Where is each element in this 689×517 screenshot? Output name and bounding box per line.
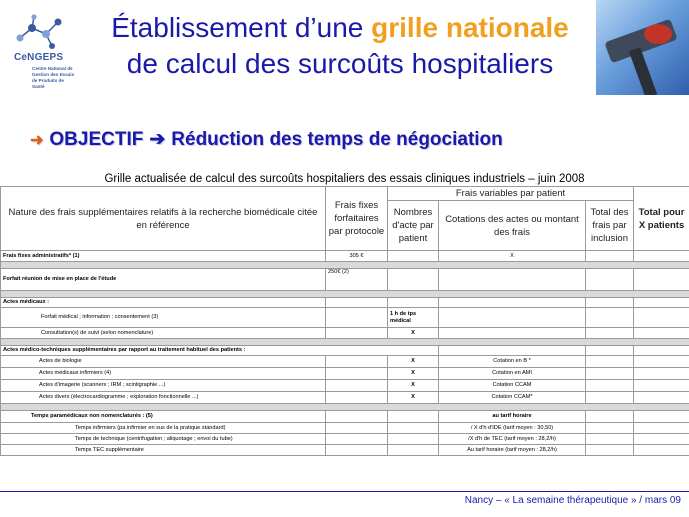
header-cotations: Cotations des actes ou montant des frais bbox=[439, 201, 586, 251]
row-label: Actes d'imagerie (scanners ; IRM ; scintigraphie ...) bbox=[1, 380, 326, 392]
row-label: Actes de biologie bbox=[1, 356, 326, 368]
hammer-icon bbox=[596, 0, 689, 95]
title-line1-start: Établissement d’une bbox=[111, 12, 372, 43]
row-cotation: Au tarif horaire (tarif moyen : 28,2/h) bbox=[439, 445, 586, 456]
table-row bbox=[1, 346, 689, 356]
row-label: Forfait réunion de mise en place de l'étude bbox=[1, 269, 326, 291]
slide-title bbox=[80, 10, 600, 82]
table-row bbox=[1, 368, 689, 380]
footer-text: Nancy – « La semaine thérapeutique » / mars 09 bbox=[464, 495, 681, 506]
table-row bbox=[1, 392, 689, 404]
row-cotation: Cotation CCAM* bbox=[439, 392, 586, 404]
table-row bbox=[1, 251, 689, 262]
arrow-right-icon: ➔ bbox=[149, 129, 166, 150]
table-row bbox=[1, 380, 689, 392]
table-separator bbox=[1, 339, 689, 346]
header-nombres: Nombres d'acte par patient bbox=[388, 201, 439, 251]
row-label: Temps paramédicaux non nomenclaturés : (5) bbox=[1, 411, 326, 423]
row-cotation: / X d'h d'IDE (tarif moyen : 30,50) bbox=[439, 423, 586, 434]
grid-title: Grille actualisée de calcul des surcoûts hospitaliers des essais cliniques industriels – juin 2008 bbox=[104, 173, 585, 185]
row-nombre: X bbox=[388, 392, 439, 404]
row-label: Actes médicaux : bbox=[1, 298, 326, 308]
cost-grid-table bbox=[0, 186, 689, 456]
molecule-icon bbox=[12, 14, 70, 50]
row-cotation: /X d'h de TEC (tarif moyen : 28,2/h) bbox=[439, 434, 586, 445]
table-header-row-1 bbox=[1, 187, 689, 201]
table-separator bbox=[1, 404, 689, 411]
table-row bbox=[1, 411, 689, 423]
table-row bbox=[1, 269, 689, 291]
row-nombre: X bbox=[388, 328, 439, 339]
table-row bbox=[1, 356, 689, 368]
table-row bbox=[1, 298, 689, 308]
row-nombre: 1 h de tps médical bbox=[388, 308, 439, 328]
cengeps-logo bbox=[6, 14, 76, 100]
row-label: Forfait médical ; information ; consentement (3) bbox=[1, 308, 326, 328]
header-total-pour: Total pour X patients bbox=[634, 187, 689, 251]
title-highlight: grille nationale bbox=[371, 12, 569, 43]
row-nombre: X bbox=[388, 380, 439, 392]
row-label: Actes divers (électrocardiogramme ; exploration fonctionnelle ...) bbox=[1, 392, 326, 404]
arrow-down-bullet-icon: ➜ bbox=[30, 132, 44, 149]
row-cotation: Cotation CCAM bbox=[439, 380, 586, 392]
title-line2: de calcul des surcoûts hospitaliers bbox=[126, 48, 554, 79]
row-label: Consultation(s) de suivi (selon nomenclature) bbox=[1, 328, 326, 339]
table-row bbox=[1, 328, 689, 339]
row-cotation: Cotation en AMI bbox=[439, 368, 586, 380]
row-nombre bbox=[388, 251, 439, 262]
row-label: Frais fixes administratifs* (1) bbox=[1, 251, 326, 262]
header-frais-variables: Frais variables par patient bbox=[388, 187, 634, 201]
row-label: Temps de technique (centrifugation ; aliquotage ; envoi du tube) bbox=[1, 434, 326, 445]
row-cotation: Cotation en B * bbox=[439, 356, 586, 368]
objective-label: OBJECTIF bbox=[49, 129, 144, 150]
hammer-photo bbox=[596, 0, 689, 95]
row-label: Temps infirmiers (pa infirmier en sus de la pratique standard) bbox=[1, 423, 326, 434]
header-total-frais: Total des frais par inclusion bbox=[586, 201, 634, 251]
row-fixed: 305 € bbox=[326, 251, 388, 262]
row-label: Temps TEC supplémentaire bbox=[1, 445, 326, 456]
table-row bbox=[1, 445, 689, 456]
table-row bbox=[1, 434, 689, 445]
objective-text: Réduction des temps de négociation bbox=[171, 129, 503, 150]
table-row bbox=[1, 308, 689, 328]
row-fixed: 250€ (2) bbox=[326, 269, 388, 291]
row-cotation: X bbox=[439, 251, 586, 262]
table-row bbox=[1, 423, 689, 434]
objective-line bbox=[30, 128, 503, 151]
logo-subtitle: Centre National de Gestion des Essais de Produits de Santé bbox=[32, 66, 75, 89]
row-cotation: au tarif horaire bbox=[439, 411, 586, 423]
table-separator bbox=[1, 262, 689, 269]
footer-divider bbox=[0, 491, 689, 492]
row-nombre: X bbox=[388, 356, 439, 368]
header-frais-fixes: Frais fixes forfaitaires par protocole bbox=[326, 187, 388, 251]
row-label: Actes médicaux infirmiers (4) bbox=[1, 368, 326, 380]
header-nature: Nature des frais supplémentaires relatifs à la recherche biomédicale citée en référence bbox=[1, 187, 326, 251]
table-separator bbox=[1, 291, 689, 298]
logo-brand: CeNGEPS bbox=[14, 52, 64, 63]
row-label: Actes médico-techniques supplémentaires par rapport au traitement habituel des patients : bbox=[1, 346, 439, 356]
row-nombre: X bbox=[388, 368, 439, 380]
